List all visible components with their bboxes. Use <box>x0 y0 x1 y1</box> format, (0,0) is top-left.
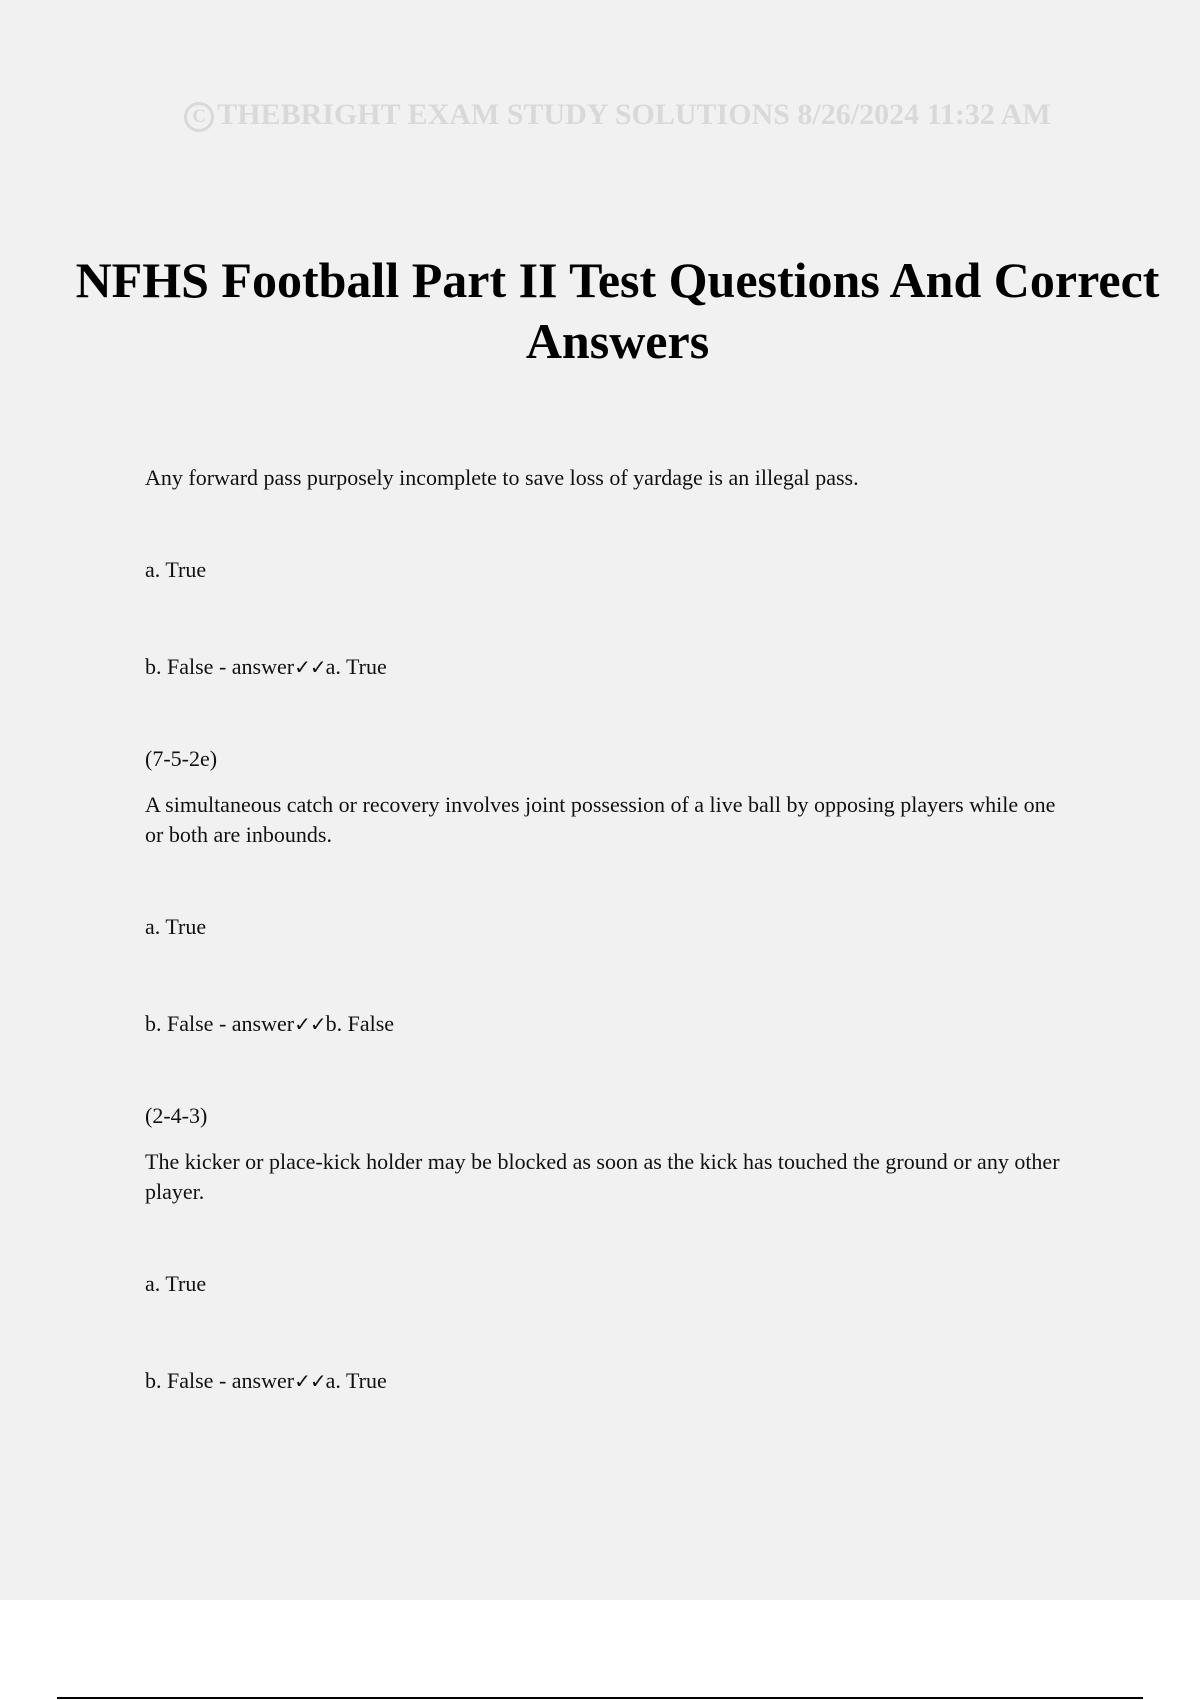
question-statement: The kicker or place-kick holder may be blocked as soon as the kick has touched the ground or any other player. <box>145 1149 1060 1204</box>
option-b-with-answer <box>145 1366 1075 1396</box>
answer-text: a. True <box>325 654 387 679</box>
questions-list <box>145 463 1075 1396</box>
option-b-text: b. False - answer <box>145 654 295 679</box>
option-a: a. True <box>145 1271 207 1296</box>
footer-divider <box>57 1697 1143 1699</box>
option-b-with-answer <box>145 1009 1075 1039</box>
document-title: NFHS Football Part II Test Questions And Correct Answers <box>75 252 1160 369</box>
double-check-icon: ✓✓ <box>294 655 326 679</box>
copyright-icon: C <box>184 102 214 132</box>
double-check-icon: ✓✓ <box>294 1369 326 1393</box>
option-b-with-answer <box>145 652 1075 682</box>
question-statement: Any forward pass purposely incomplete to save loss of yardage is an illegal pass. <box>145 465 859 490</box>
option-a: a. True <box>145 914 207 939</box>
answer-text: b. False <box>325 1011 395 1036</box>
double-check-icon: ✓✓ <box>294 1012 326 1036</box>
watermark-text: THEBRIGHT EXAM STUDY SOLUTIONS 8/26/2024 11:32 AM <box>217 98 1051 131</box>
question-statement: A simultaneous catch or recovery involves joint possession of a live ball by opposing players while one or both are inbounds. <box>145 792 1056 847</box>
watermark <box>0 98 1200 132</box>
rule-reference: (7-5-2e) <box>145 746 218 771</box>
answer-text: a. True <box>325 1368 387 1393</box>
option-b-text: b. False - answer <box>145 1368 295 1393</box>
rule-reference: (2-4-3) <box>145 1103 208 1128</box>
option-b-text: b. False - answer <box>145 1011 295 1036</box>
option-a: a. True <box>145 557 207 582</box>
